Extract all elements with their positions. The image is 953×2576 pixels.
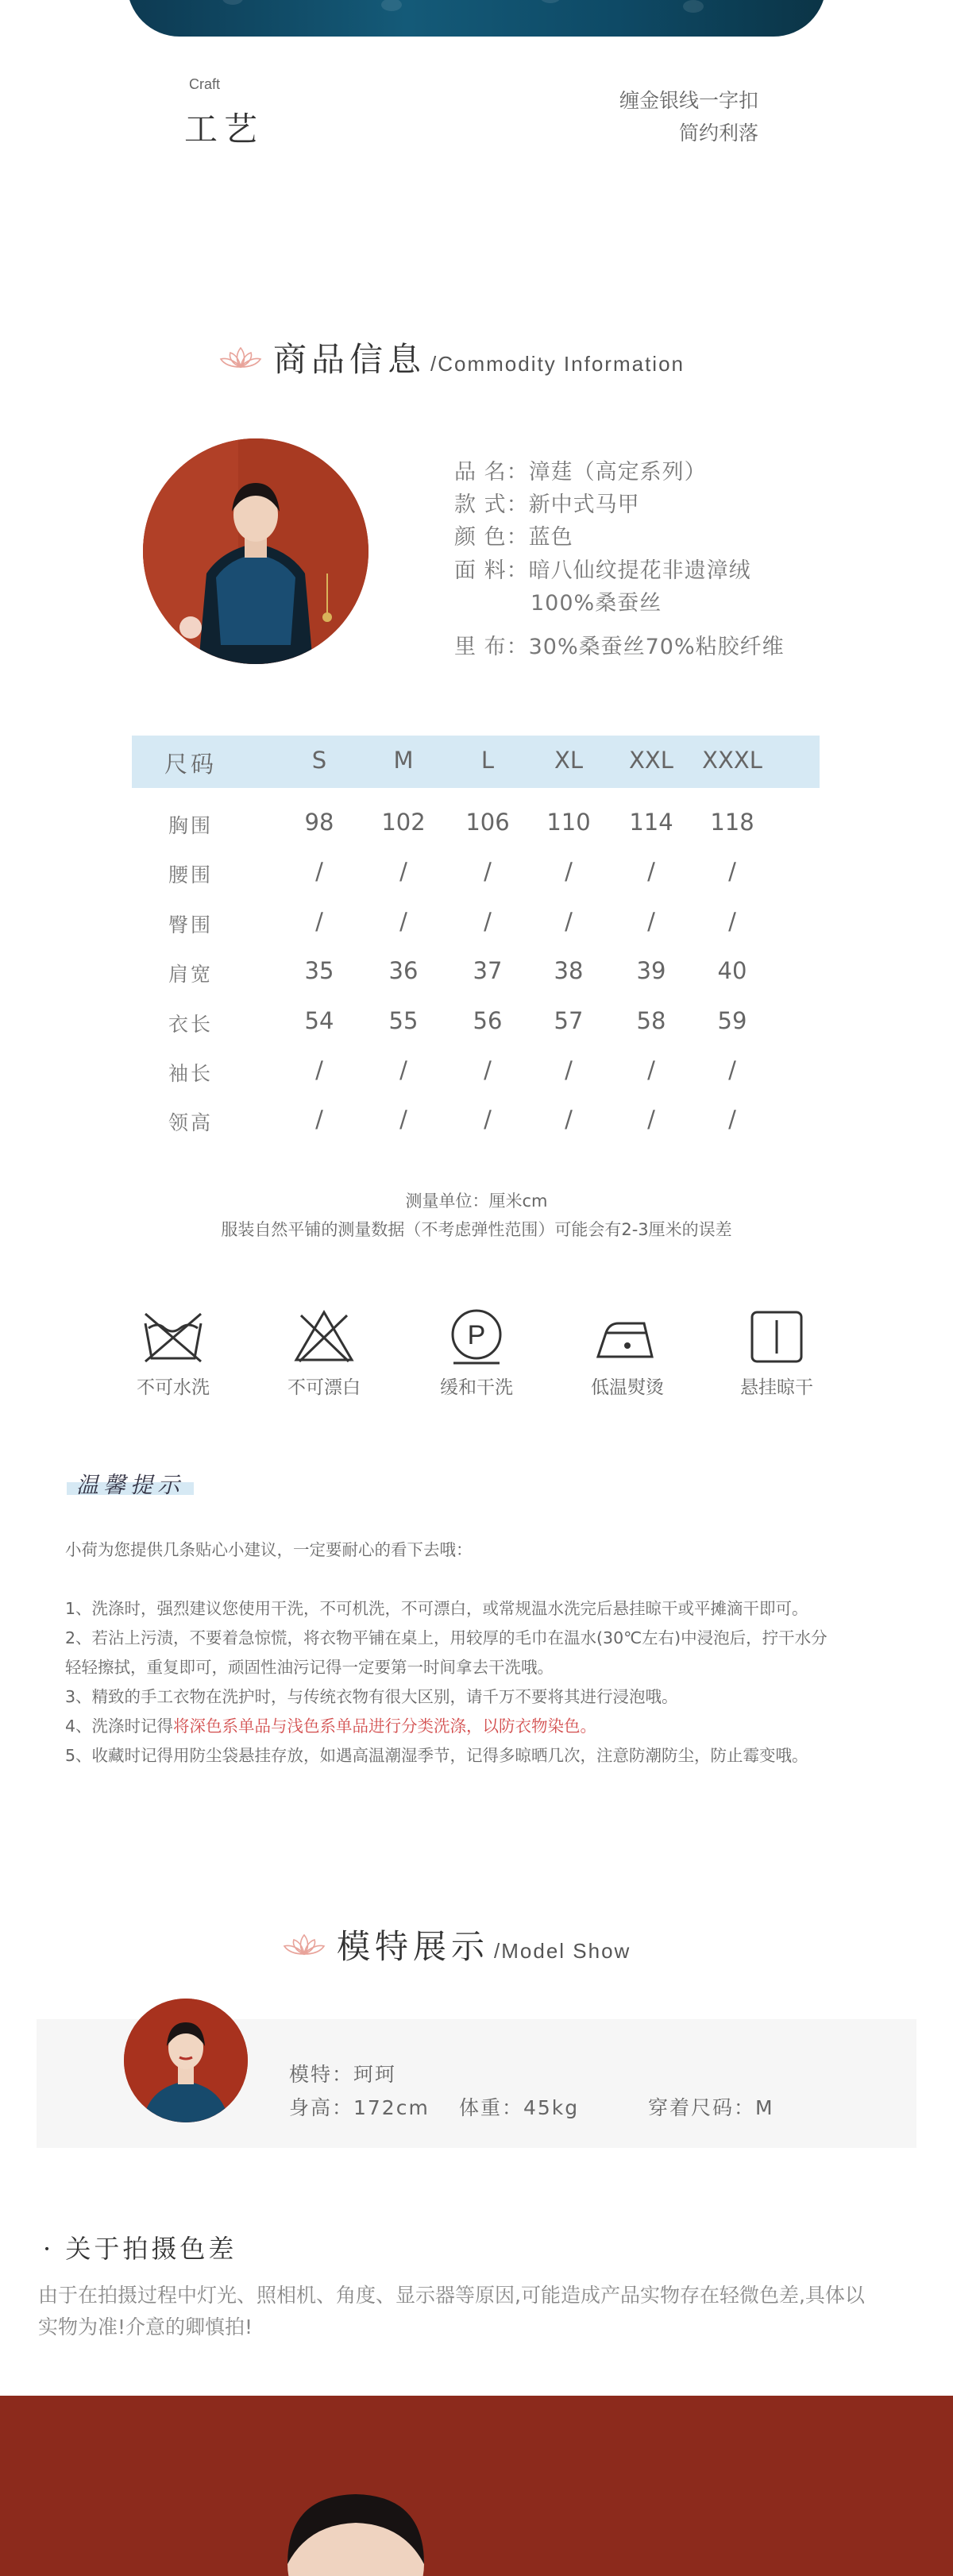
size-cell: / [728, 908, 736, 935]
size-cell: 38 [554, 957, 584, 984]
size-header-cell: XL [554, 747, 584, 774]
size-cell: / [728, 1056, 736, 1083]
model-size: 穿着尺码：M [648, 2096, 774, 2119]
care-hang-dry [713, 1309, 840, 1399]
model-heading [283, 1921, 631, 1968]
size-cell: 59 [717, 1007, 747, 1034]
size-cell: / [484, 908, 492, 935]
tips-title: 温馨提示 [76, 1472, 185, 1498]
size-cell: 57 [554, 1007, 584, 1034]
size-cell: / [728, 858, 736, 885]
model-height: 身高：172cm [289, 2096, 430, 2119]
care-label: 不可漂白 [287, 1377, 361, 1398]
size-cell: 58 [636, 1007, 666, 1034]
size-cell: 56 [473, 1007, 503, 1034]
color-diff-line2: 实物为准!介意的卿慎拍! [38, 2315, 253, 2338]
size-cell: 40 [717, 957, 747, 984]
size-cell: 54 [304, 1007, 334, 1034]
size-cell: 110 [546, 809, 591, 836]
size-cell: / [399, 1056, 407, 1083]
measure-unit-note: 测量单位：厘米cm [405, 1191, 548, 1211]
top-product-photo [127, 0, 826, 37]
size-cell: / [647, 858, 655, 885]
care-label: 悬挂晾干 [740, 1377, 813, 1398]
commodity-heading-cn: 商品信息 [273, 340, 426, 379]
commodity-heading [219, 334, 685, 381]
model-heading-en: /Model Show [494, 1939, 631, 1963]
craft-desc-line1: 缠金银线一字扣 [619, 89, 758, 112]
care-no-bleach [260, 1309, 388, 1399]
dry-clean-icon [444, 1309, 509, 1365]
size-cell: / [728, 1106, 736, 1133]
info-name: 品 名：漳莛（高定系列） [454, 460, 707, 485]
lotus-icon [219, 346, 262, 369]
info-style: 款 式：新中式马甲 [454, 492, 640, 517]
tip-4-highlight: 将深色系单品与浅色系单品进行分类洗涤，以防衣物染色。 [173, 1717, 597, 1736]
size-cell: / [565, 858, 573, 885]
size-cell: / [399, 1106, 407, 1133]
size-row-label: 肩宽 [168, 963, 213, 986]
size-cell: 36 [388, 957, 419, 984]
tip-2-cont: 轻轻擦拭，重复即可，顽固性油污记得一定要第一时间拿去干洗哦。 [65, 1658, 554, 1677]
bottom-model-photo [0, 2396, 953, 2576]
size-cell: / [647, 908, 655, 935]
color-diff-title: · 关于拍摄色差 [43, 2234, 237, 2264]
size-cell: / [315, 908, 323, 935]
size-header-cell: L [480, 747, 495, 774]
care-low-iron [564, 1309, 691, 1399]
size-cell: 37 [473, 957, 503, 984]
size-cell: / [484, 1106, 492, 1133]
size-cell: 55 [388, 1007, 419, 1034]
size-cell: / [484, 858, 492, 885]
care-no-wash [110, 1309, 237, 1399]
craft-label-en: Craft [189, 76, 221, 92]
tip-5: 5、收藏时记得用防尘袋悬挂存放，如遇高温潮湿季节，记得多晾晒几次，注意防潮防尘，防止霉变哦。 [65, 1746, 808, 1765]
size-cell: 39 [636, 957, 666, 984]
care-label: 不可水洗 [137, 1377, 210, 1398]
hang-dry-icon [744, 1309, 809, 1365]
size-cell: / [399, 908, 407, 935]
model-avatar [124, 1999, 248, 2122]
model-name: 模特：珂珂 [289, 2063, 397, 2086]
size-row-label: 衣长 [168, 1013, 213, 1036]
info-color: 颜 色：蓝色 [454, 525, 573, 550]
model-weight: 体重：45kg [459, 2096, 580, 2119]
size-row-label: 袖长 [168, 1062, 213, 1085]
craft-label-cn: 工艺 [184, 110, 264, 149]
lotus-icon [283, 1933, 326, 1956]
size-cell: / [315, 1056, 323, 1083]
tip-1: 1、洗涤时，强烈建议您使用干洗，不可机洗，不可漂白，或常规温水洗完后悬挂晾干或平摊滴干即可。 [65, 1599, 808, 1618]
size-cell: / [565, 1106, 573, 1133]
no-bleach-icon [291, 1309, 357, 1365]
tip-3: 3、精致的手工衣物在洗护时，与传统衣物有很大区别，请千万不要将其进行浸泡哦。 [65, 1687, 678, 1706]
size-cell: / [565, 908, 573, 935]
tip-4-prefix: 4、洗涤时记得 [65, 1717, 174, 1736]
commodity-heading-en: /Commodity Information [430, 352, 685, 376]
info-lining: 里 布：30%桑蚕丝70%粘胶纤维 [454, 635, 785, 659]
size-cell: / [315, 1106, 323, 1133]
size-cell: / [647, 1056, 655, 1083]
size-header-cell: XXL [629, 747, 673, 774]
size-cell: 114 [629, 809, 673, 836]
size-cell: 35 [304, 957, 334, 984]
size-header-label: 尺码 [164, 751, 217, 778]
svg-text:P: P [467, 1320, 486, 1350]
color-diff-line1: 由于在拍摄过程中灯光、照相机、角度、显示器等原因,可能造成产品实物存在轻微色差,具体以 [38, 2284, 865, 2307]
info-fabric: 面 料：暗八仙纹提花非遗漳绒 [454, 558, 751, 583]
tip-2: 2、若沾上污渍，不要着急惊慌，将衣物平铺在桌上，用较厚的毛巾在温水(30℃左右)中浸泡后，拧干水分 [65, 1628, 828, 1647]
care-dry-clean [413, 1309, 540, 1399]
tips-intro: 小荷为您提供几条贴心小建议，一定要耐心的看下去哦： [65, 1540, 473, 1559]
care-label: 缓和干洗 [440, 1377, 513, 1398]
model-heading-cn: 模特展示 [337, 1927, 490, 1966]
size-cell: 118 [710, 809, 754, 836]
size-cell: / [399, 858, 407, 885]
size-cell: 98 [304, 809, 334, 836]
size-cell: / [647, 1106, 655, 1133]
size-header-cell: S [311, 747, 327, 774]
product-model-photo [143, 438, 368, 664]
info-fabric-2: 100%桑蚕丝 [531, 591, 662, 616]
size-header-cell: M [393, 747, 414, 774]
no-wash-icon [141, 1309, 206, 1365]
size-row-label: 臀围 [168, 913, 213, 937]
size-row-label: 腰围 [168, 863, 213, 886]
size-cell: / [484, 1056, 492, 1083]
size-cell: 106 [465, 809, 510, 836]
size-header-cell: XXXL [702, 747, 762, 774]
size-row-label: 胸围 [168, 814, 213, 837]
care-label: 低温熨烫 [591, 1377, 664, 1398]
size-row-label: 领高 [168, 1111, 213, 1134]
low-iron-icon [595, 1309, 660, 1365]
size-cell: 102 [381, 809, 426, 836]
size-cell: / [315, 858, 323, 885]
tip-4 [65, 1713, 891, 1736]
size-cell: / [565, 1056, 573, 1083]
measure-error-note: 服装自然平铺的测量数据（不考虑弹性范围）可能会有2-3厘米的误差 [221, 1220, 732, 1239]
craft-desc-line2: 简约利落 [678, 122, 758, 145]
